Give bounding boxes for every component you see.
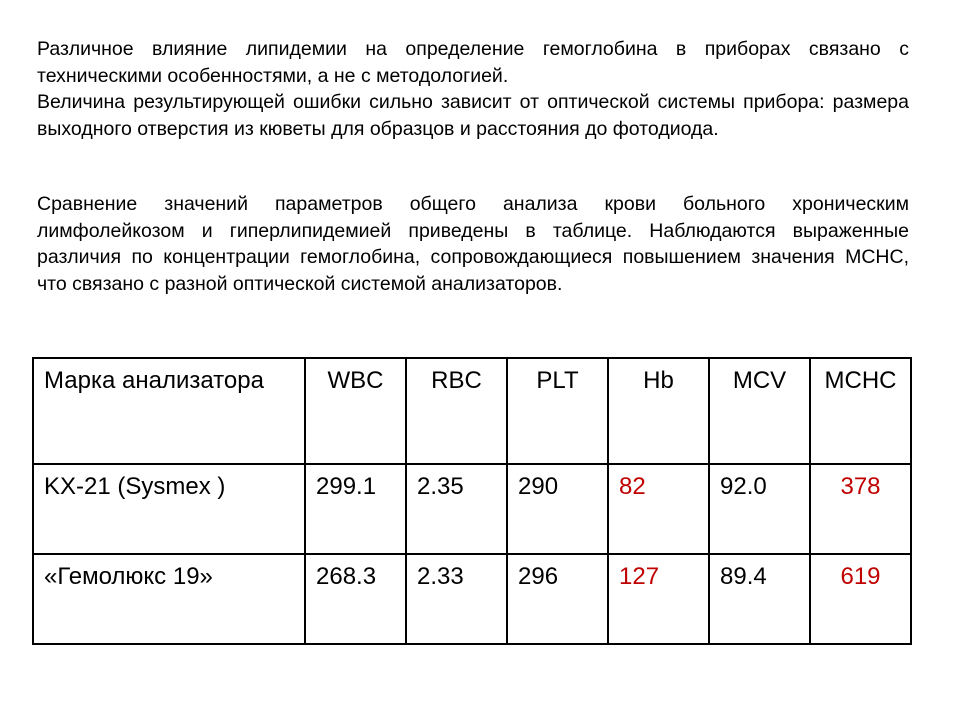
cell-mchc: 619 [810, 554, 911, 644]
header-mchc: MCHC [810, 358, 911, 464]
cell-mchc: 378 [810, 464, 911, 554]
cell-wbc: 299.1 [305, 464, 406, 554]
header-brand: Марка анализатора [33, 358, 305, 464]
header-hb: Hb [608, 358, 709, 464]
cell-wbc: 268.3 [305, 554, 406, 644]
header-wbc: WBC [305, 358, 406, 464]
cell-hb: 127 [608, 554, 709, 644]
table-row [33, 464, 911, 554]
table-row [33, 554, 911, 644]
cell-brand: KX-21 (Sysmex ) [33, 464, 305, 554]
cell-rbc: 2.33 [406, 554, 507, 644]
cell-mcv: 89.4 [709, 554, 810, 644]
intro-text [37, 36, 909, 142]
header-rbc: RBC [406, 358, 507, 464]
paragraph-lipidemia-effect: Различное влияние липидемии на определение гемоглобина в приборах связано с техническими особенностями, а не с методологией. [37, 38, 909, 87]
cell-mcv: 92.0 [709, 464, 810, 554]
paragraph-optical-error: Величина результирующей ошибки сильно зависит от оптической системы прибора: размера выходного отверстия из кюветы для образцов и расстояния до фотодиода. [37, 91, 909, 140]
cell-hb: 82 [608, 464, 709, 554]
cell-plt: 290 [507, 464, 608, 554]
header-plt: PLT [507, 358, 608, 464]
cell-brand: «Гемолюкс 19» [33, 554, 305, 644]
cell-plt: 296 [507, 554, 608, 644]
analyzer-comparison-table [32, 357, 912, 645]
table-header-row [33, 358, 911, 464]
paragraph-comparison: Сравнение значений параметров общего анализа крови больного хроническим лимфолейкозом и гиперлипидемией приведены в таблице. Наблюдаются выраженные различия по концентрации гемоглобина, сопровождающиеся повышением значения MCHC, что связано с разной оптической системой анализаторов. [37, 193, 909, 295]
header-mcv: MCV [709, 358, 810, 464]
cell-rbc: 2.35 [406, 464, 507, 554]
comparison-text [37, 191, 909, 297]
